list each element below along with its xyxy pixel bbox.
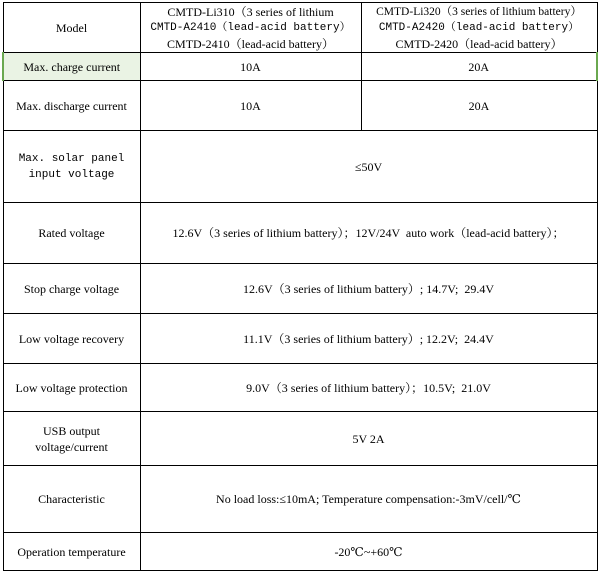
row-characteristic bbox=[3, 466, 597, 533]
model-col-b bbox=[361, 3, 597, 53]
row-operation-temp bbox=[3, 533, 597, 571]
stop-charge-label: Stop charge voltage bbox=[3, 264, 140, 314]
spec-table bbox=[2, 2, 598, 571]
model-b-line-3: CMTD-2420（lead-acid battery） bbox=[395, 36, 563, 51]
operation-temp-label: Operation temperature bbox=[3, 533, 140, 571]
model-a-line-2: CMTD-A2410（lead-acid battery） bbox=[150, 21, 351, 34]
row-low-protection bbox=[3, 364, 597, 412]
max-discharge-label: Max. discharge current bbox=[3, 81, 140, 131]
operation-temp-value: -20℃~+60℃ bbox=[140, 533, 597, 571]
row-usb-output bbox=[3, 412, 597, 466]
solar-input-value: ≤50V bbox=[140, 131, 597, 203]
row-max-charge bbox=[3, 53, 597, 81]
row-low-recovery bbox=[3, 314, 597, 364]
usb-output-label-line-1: USB output bbox=[42, 423, 100, 438]
low-recovery-value: 11.1V（3 series of lithium battery）; 12.2V; 24.4V bbox=[140, 314, 597, 364]
max-charge-b: 20A bbox=[361, 53, 597, 81]
rated-voltage-value: 12.6V（3 series of lithium battery）；12V/24V auto work（lead-acid battery）； bbox=[140, 203, 597, 264]
max-discharge-a: 10A bbox=[140, 81, 361, 131]
low-protection-label: Low voltage protection bbox=[3, 364, 140, 412]
max-discharge-b: 20A bbox=[361, 81, 597, 131]
row-model bbox=[3, 3, 597, 53]
solar-input-label-line-1: Max. solar panel bbox=[18, 152, 125, 165]
max-charge-a: 10A bbox=[140, 53, 361, 81]
max-charge-label: Max. charge current bbox=[3, 53, 140, 81]
model-b-line-1: CMTD-Li320（3 series of lithium battery） bbox=[376, 5, 582, 18]
usb-output-value: 5V 2A bbox=[140, 412, 597, 466]
model-label: Model bbox=[3, 3, 140, 53]
low-recovery-label: Low voltage recovery bbox=[3, 314, 140, 364]
model-col-a bbox=[140, 3, 361, 53]
row-rated-voltage bbox=[3, 203, 597, 264]
usb-output-label-line-2: voltage/current bbox=[35, 439, 108, 454]
model-a-line-1: CMTD-Li310（3 series of lithium bbox=[167, 4, 334, 19]
model-a-line-3: CMTD-2410（lead-acid battery） bbox=[167, 36, 334, 51]
characteristic-value: No load loss:≤10mA; Temperature compensation:-3mV/cell/℃ bbox=[140, 466, 597, 533]
solar-input-label bbox=[3, 131, 140, 203]
characteristic-label: Characteristic bbox=[3, 466, 140, 533]
usb-output-label bbox=[3, 412, 140, 466]
low-protection-value: 9.0V（3 series of lithium battery）；10.5V; 21.0V bbox=[140, 364, 597, 412]
row-solar-input bbox=[3, 131, 597, 203]
row-max-discharge bbox=[3, 81, 597, 131]
stop-charge-value: 12.6V（3 series of lithium battery）; 14.7V; 29.4V bbox=[140, 264, 597, 314]
solar-input-label-line-2: input voltage bbox=[28, 168, 115, 181]
model-b-line-2: CMTD-A2420（lead-acid battery） bbox=[378, 21, 580, 34]
row-stop-charge bbox=[3, 264, 597, 314]
rated-voltage-label: Rated voltage bbox=[3, 203, 140, 264]
